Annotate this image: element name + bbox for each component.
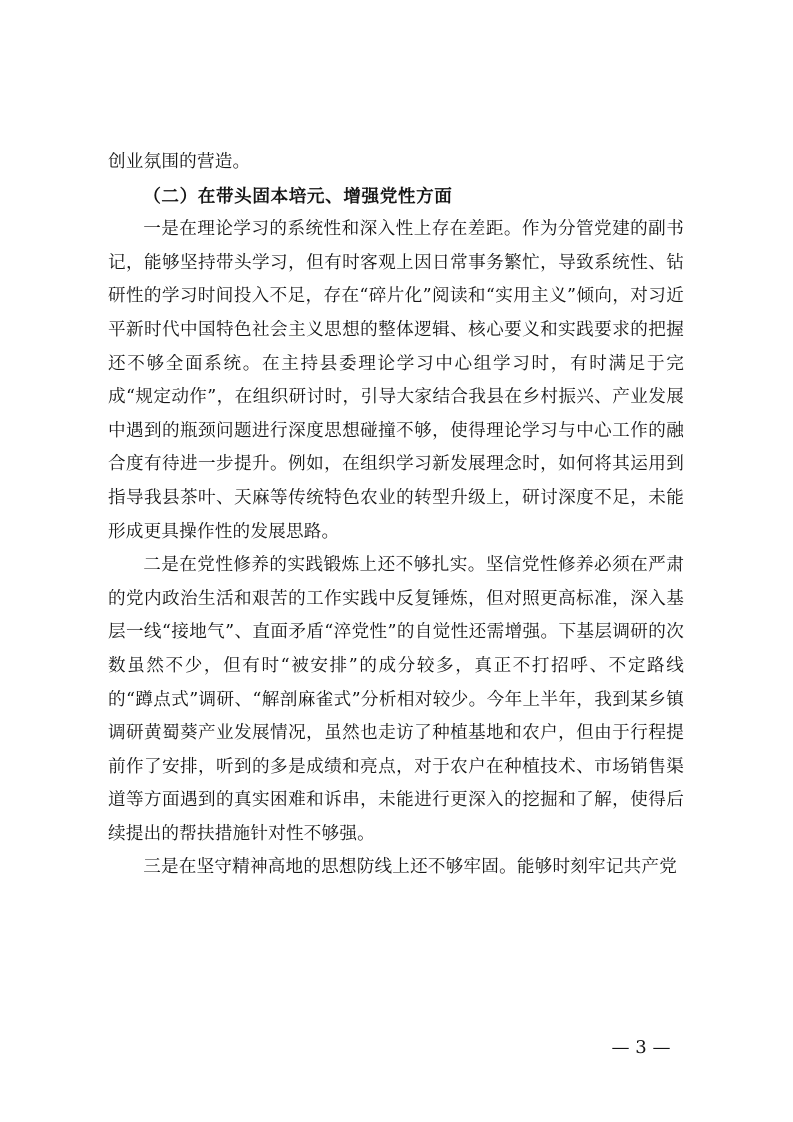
paragraph-continuation: 创业氛围的营造。	[108, 152, 251, 172]
page-number: — 3 —	[611, 1037, 671, 1058]
paragraph-ideological-defense: 三是在坚守精神高地的思想防线上还不够牢固。能够时刻牢记共产党	[143, 857, 678, 878]
paragraph-theory-study: 一是在理论学习的系统性和深入性上存在差距。作为分管党建的副书记，能够坚持带头学习，但有时客观上因日常事务繁忙，导致系统性、钻研性的学习时间投入不足，存在“碎片化”阅读和“实用主义”倾向，对习近平新时代中国特色社会主义思想的整体逻辑、核心要义和实践要求的把握还不够全面系统。在主持县委理论学习中心组学习时，有时满足于完成“规定动作”，在组织研讨时，引导大家结合我县在乡村振兴、产业发展中遇到的瓶颈问题进行深度思想碰撞不够，使得理论学习与中心工作的融合度有待进一步提升。例如，在组织学习新发展理念时，如何将其运用到指导我县茶叶、天麻等传统特色农业的转型升级上，研讨深度不足，未能形成更具操作性的发展思路。	[108, 219, 684, 542]
section-heading: （二）在带头固本培元、增强党性方面	[143, 185, 453, 207]
paragraph-party-spirit: 二是在党性修养的实践锻炼上还不够扎实。坚信党性修养必须在严肃的党内政治生活和艰苦的工作实践中反复锤炼，但对照更高标准，深入基层一线“接地气”、直面矛盾“淬党性”的自觉性还需增强。下基层调研的次数虽然不少，但有时“被安排”的成分较多，真正不打招呼、不定路线的“蹲点式”调研、“解剖麻雀式”分析相对较少。今年上半年，我到某乡镇调研黄蜀葵产业发展情况，虽然也走访了种植基地和农户，但由于行程提前作了安排，听到的多是成绩和亮点，对于农户在种植技术、市场销售渠道等方面遇到的真实困难和诉串，未能进行更深入的挖掘和了解，使得后续提出的帮扶措施针对性不够强。	[108, 555, 684, 844]
document-body	[108, 146, 684, 885]
